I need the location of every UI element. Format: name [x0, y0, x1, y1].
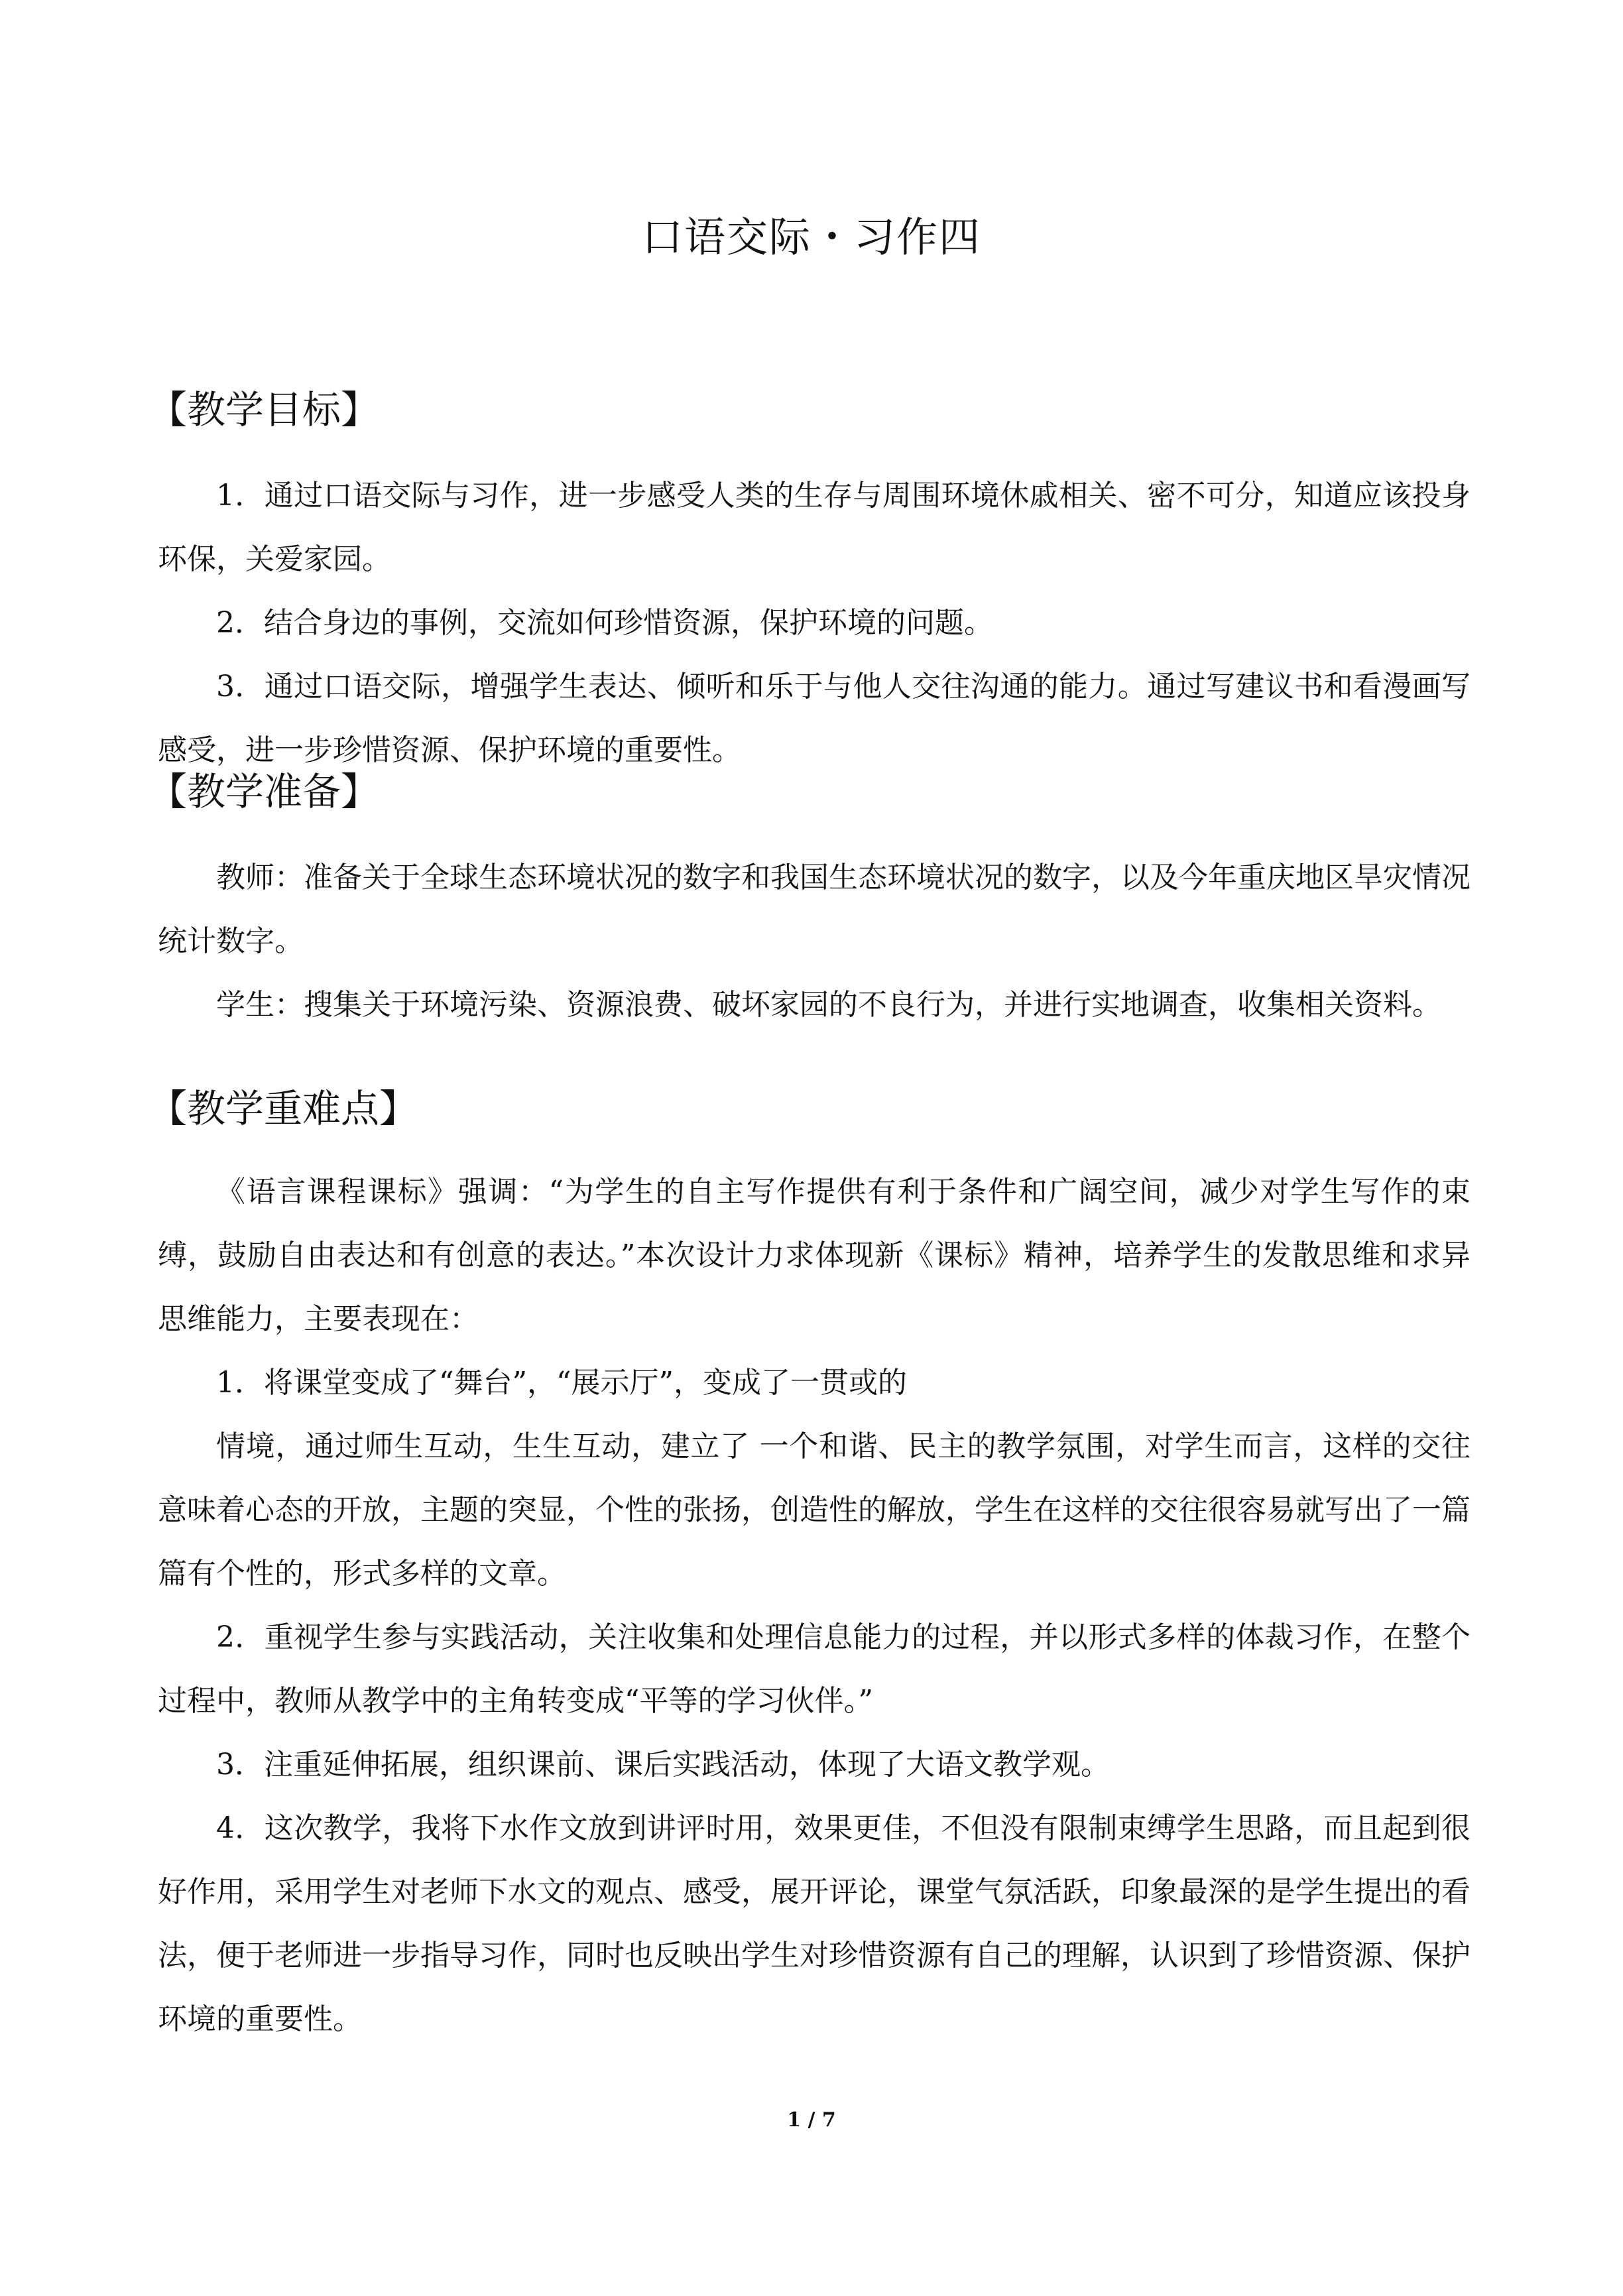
keypoints-paragraph-intro: 《语言课程课标》强调：“为学生的自主写作提供有利于条件和广阔空间，减少对学生写作的束缚，鼓励自由表达和有创意的表达。”本次设计力求体现新《课标》精神，培养学生的发散思维和求异思维能力，主要表现在：: [158, 1175, 1471, 1336]
preparation-paragraph-student: 学生：搜集关于环境污染、资源浪费、破坏家园的不良行为，并进行实地调查，收集相关资料。: [216, 988, 1441, 1022]
section-heading-preparation: 【教学准备】: [149, 769, 380, 814]
goals-paragraph-3: 3．通过口语交际，增强学生表达、倾听和乐于与他人交往沟通的能力。通过写建议书和看漫画写感受，进一步珍惜资源、保护环境的重要性。: [158, 670, 1471, 767]
goals-paragraph-1: 1．通过口语交际与习作，进一步感受人类的生存与周围环境休戚相关、密不可分，知道应该投身环保，关爱家园。: [158, 479, 1471, 576]
section-heading-keypoints: 【教学重难点】: [149, 1086, 418, 1131]
document-title: 口语交际・习作四: [641, 213, 981, 261]
keypoints-paragraph-1-continued: 情境，通过师生互动，生生互动，建立了 一个和谐、民主的教学氛围，对学生而言，这样的交往意味着心态的开放，主题的突显，个性的张扬，创造性的解放，学生在这样的交往很容易就写出了一篇篇有个性的，形式多样的文章。: [158, 1429, 1471, 1591]
preparation-paragraph-teacher: 教师：准备关于全球生态环境状况的数字和我国生态环境状况的数字，以及今年重庆地区旱灾情况统计数字。: [158, 861, 1471, 958]
keypoints-paragraph-2: 2．重视学生参与实践活动，关注收集和处理信息能力的过程，并以形式多样的体裁习作，在整个过程中，教师从教学中的主角转变成“平等的学习伙伴。”: [158, 1620, 1471, 1718]
section-heading-goals: 【教学目标】: [149, 387, 380, 432]
keypoints-paragraph-1: 1．将课堂变成了“舞台”，“展示厅”，变成了一贯或的: [216, 1366, 907, 1400]
page-number: 1 / 7: [787, 2108, 836, 2132]
keypoints-paragraph-4: 4．这次教学，我将下水作文放到讲评时用，效果更佳，不但没有限制束缚学生思路，而且起到很好作用，采用学生对老师下水文的观点、感受，展开评论，课堂气氛活跃，印象最深的是学生提出的看法，便于老师进一步指导习作，同时也反映出学生对珍惜资源有自己的理解，认识到了珍惜资源、保护环境的重要性。: [158, 1811, 1471, 2036]
keypoints-paragraph-3: 3．注重延伸拓展，组织课前、课后实践活动，体现了大语文教学观。: [216, 1748, 1110, 1782]
goals-paragraph-2: 2．结合身边的事例，交流如何珍惜资源，保护环境的问题。: [216, 606, 993, 640]
